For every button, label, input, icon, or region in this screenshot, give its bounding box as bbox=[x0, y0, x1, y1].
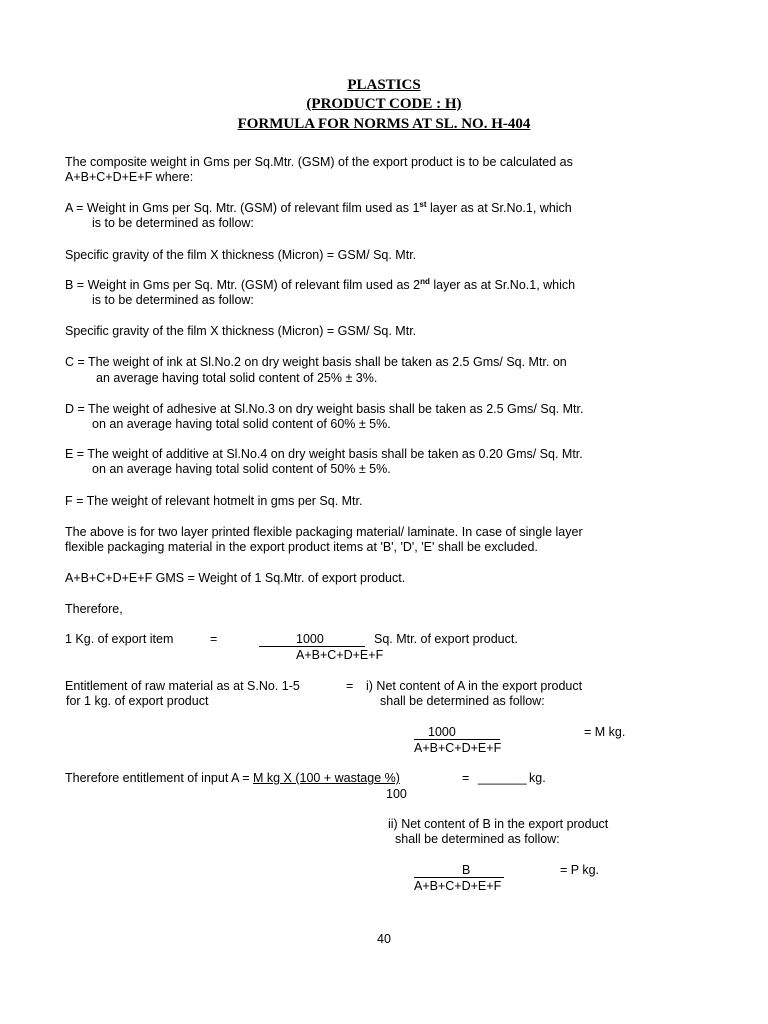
entitlement-right-line-2: shall be determined as follow: bbox=[380, 694, 545, 708]
definition-c-line-2: an average having total solid content of 25% ± 3%. bbox=[96, 371, 378, 385]
eq2-denominator: A+B+C+D+E+F bbox=[414, 741, 502, 755]
eq1-numerator: 1000 bbox=[296, 632, 324, 646]
eq1-lhs: 1 Kg. of export item bbox=[65, 632, 174, 646]
entitlement-left-line-1: Entitlement of raw material as at S.No. 1-5 bbox=[65, 679, 300, 693]
eq1-fraction-bar bbox=[259, 646, 365, 647]
intro-line-1: The composite weight in Gms per Sq.Mtr. (GSM) of the export product is to be calculated as bbox=[65, 155, 573, 169]
entitlement-equals: = bbox=[346, 679, 354, 693]
definition-c-line-1: C = The weight of ink at Sl.No.2 on dry weight basis shall be taken as 2.5 Gms/ Sq. Mtr. on bbox=[65, 355, 567, 369]
eq1-denominator: A+B+C+D+E+F bbox=[296, 648, 384, 662]
eq2-fraction-bar bbox=[414, 739, 500, 740]
eq4-fraction-bar bbox=[414, 877, 504, 878]
eq4-denominator: A+B+C+D+E+F bbox=[414, 879, 502, 893]
formula-heading: FORMULA FOR NORMS AT SL. NO. H-404 bbox=[237, 116, 531, 132]
intro-line-2: A+B+C+D+E+F where: bbox=[65, 170, 194, 184]
eq4-numerator: B bbox=[462, 863, 471, 877]
eq1-equals: = bbox=[210, 632, 218, 646]
document-title: PLASTICS bbox=[347, 77, 421, 93]
eq4-result: = P kg. bbox=[560, 863, 600, 877]
part-b-line-2: shall be determined as follow: bbox=[395, 832, 560, 846]
eq3-equals: = bbox=[462, 771, 470, 785]
definition-a-line-1: A = Weight in Gms per Sq. Mtr. (GSM) of relevant film used as 1st layer as at Sr.No.1, which bbox=[65, 199, 572, 215]
entitlement-right-line-1: i) Net content of A in the export product bbox=[366, 679, 583, 693]
product-code-heading: (PRODUCT CODE : H) bbox=[306, 96, 462, 112]
gms-definition: A+B+C+D+E+F GMS = Weight of 1 Sq.Mtr. of export product. bbox=[65, 571, 406, 585]
definition-e-line-1: E = The weight of additive at Sl.No.4 on dry weight basis shall be taken as 0.20 Gms/ Sq. Mtr. bbox=[65, 447, 583, 461]
definition-b-line-1: B = Weight in Gms per Sq. Mtr. (GSM) of relevant film used as 2nd layer as at Sr.No.1, which bbox=[65, 276, 576, 292]
definition-b-line-2: is to be determined as follow: bbox=[92, 293, 254, 307]
eq3-unit: kg. bbox=[529, 771, 546, 785]
specific-gravity-line-1: Specific gravity of the film X thickness (Micron) = GSM/ Sq. Mtr. bbox=[65, 248, 417, 262]
eq2-numerator: 1000 bbox=[428, 725, 456, 739]
eq3-line: Therefore entitlement of input A = M kg X (100 + wastage %) bbox=[65, 771, 400, 785]
note-line-1: The above is for two layer printed flexible packaging material/ laminate. In case of single layer bbox=[65, 525, 583, 539]
specific-gravity-line-2: Specific gravity of the film X thickness (Micron) = GSM/ Sq. Mtr. bbox=[65, 324, 417, 338]
definition-d-line-2: on an average having total solid content of 60% ± 5%. bbox=[92, 417, 391, 431]
part-b-line-1: ii) Net content of B in the export product bbox=[388, 817, 609, 831]
definition-d-line-1: D = The weight of adhesive at Sl.No.3 on dry weight basis shall be taken as 2.5 Gms/ Sq. Mtr. bbox=[65, 402, 584, 416]
page-number: 40 bbox=[377, 932, 391, 946]
therefore-label: Therefore, bbox=[65, 602, 123, 616]
eq3-denominator: 100 bbox=[386, 787, 407, 801]
entitlement-left-line-2: for 1 kg. of export product bbox=[66, 694, 209, 708]
eq2-result: = M kg. bbox=[584, 725, 626, 739]
eq3-blank: _______ bbox=[478, 771, 527, 785]
eq1-rhs: Sq. Mtr. of export product. bbox=[374, 632, 518, 646]
definition-f: F = The weight of relevant hotmelt in gms per Sq. Mtr. bbox=[65, 494, 363, 508]
definition-e-line-2: on an average having total solid content of 50% ± 5%. bbox=[92, 462, 391, 476]
note-line-2: flexible packaging material in the export product items at 'B', 'D', 'E' shall be excluded. bbox=[65, 540, 538, 554]
definition-a-line-2: is to be determined as follow: bbox=[92, 216, 254, 230]
